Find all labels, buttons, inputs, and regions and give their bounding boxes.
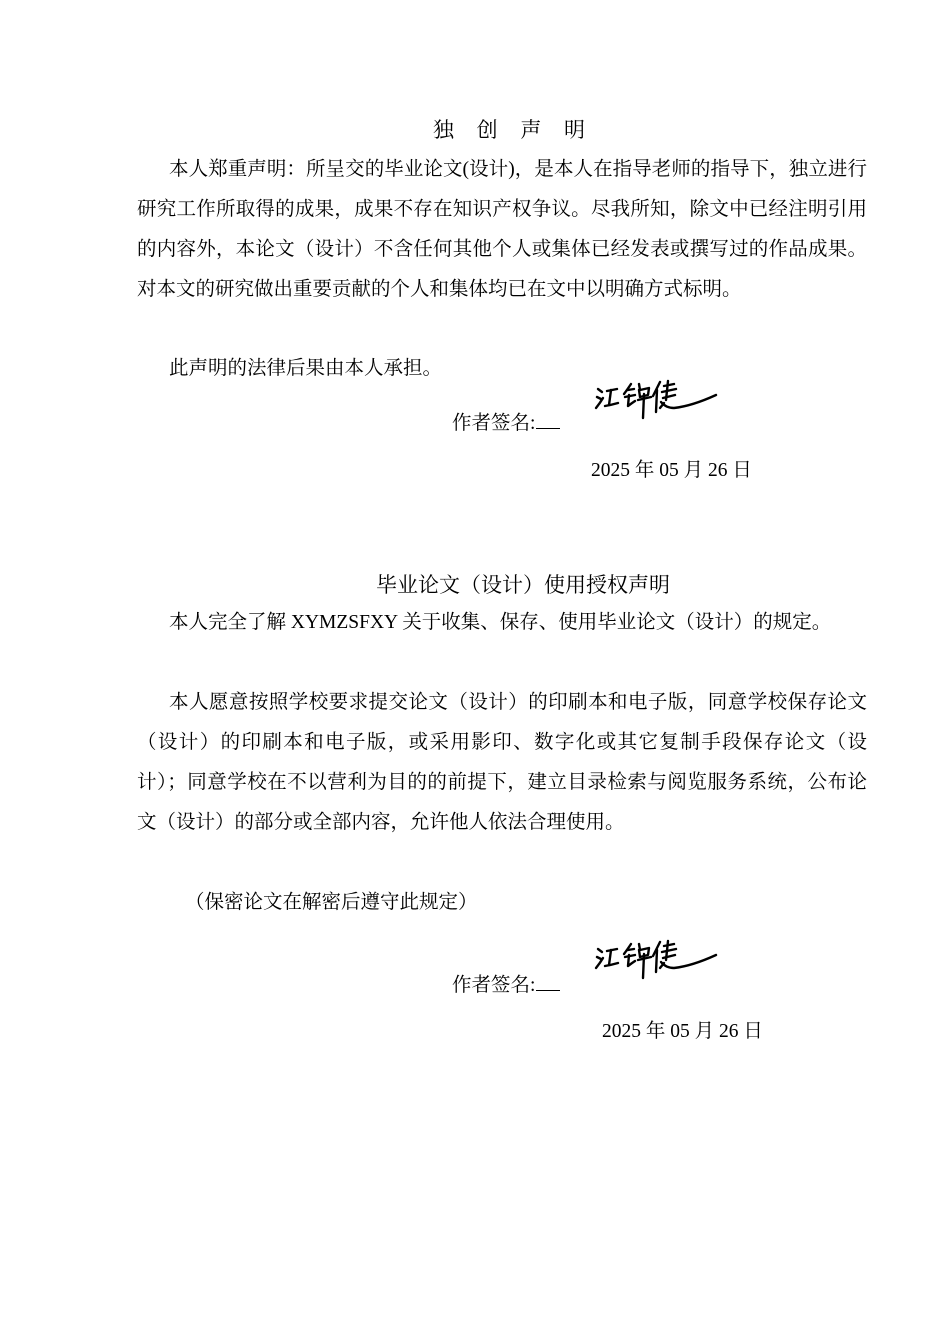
authorization-paragraph-2: 本人愿意按照学校要求提交论文（设计）的印刷本和电子版，同意学校保存论文（设计）的印刷本和电子版，或采用影印、数字化或其它复制手段保存论文（设计）；同意学校在不以营利为目的的前提下，建立目录检索与阅览服务系统，公布论文（设计）的部分或全部内容，允许他人依法合理使用。 [137,692,867,833]
declaration-handwritten-signature [594,378,724,426]
authorization-title: 毕业论文（设计）使用授权声明 [376,573,670,597]
declaration-signature-line [452,410,560,438]
declaration-date: 2025 年 05 月 26 日 [591,460,752,481]
authorization-signature-label: 作者签名: [452,975,536,996]
declaration-paragraph-2: 此声明的法律后果由本人承担。 [169,358,443,379]
declaration-signature-label: 作者签名: [452,413,536,434]
authorization-paragraph-1: 本人完全了解 XYMZSFXY 关于收集、保存、使用毕业论文（设计）的规定。 [169,612,832,633]
declaration-title: 独 创 声 明 [432,118,594,142]
authorization-paragraph-3: （保密论文在解密后遵守此规定） [185,892,478,913]
authorization-date: 2025 年 05 月 26 日 [602,1021,763,1042]
authorization-signature-line [452,972,560,1000]
signature-underline [536,972,560,991]
declaration-paragraph-1: 本人郑重声明：所呈交的毕业论文(设计)，是本人在指导老师的指导下，独立进行研究工作所取得的成果，成果不存在知识产权争议。尽我所知，除文中已经注明引用的内容外，本论文（设计）不含任何其他个人或集体已经发表或撰写过的作品成果。对本文的研究做出重要贡献的个人和集体均已在文中以明确方式标明。 [137,159,867,300]
signature-underline [536,410,560,429]
authorization-handwritten-signature [594,938,724,986]
